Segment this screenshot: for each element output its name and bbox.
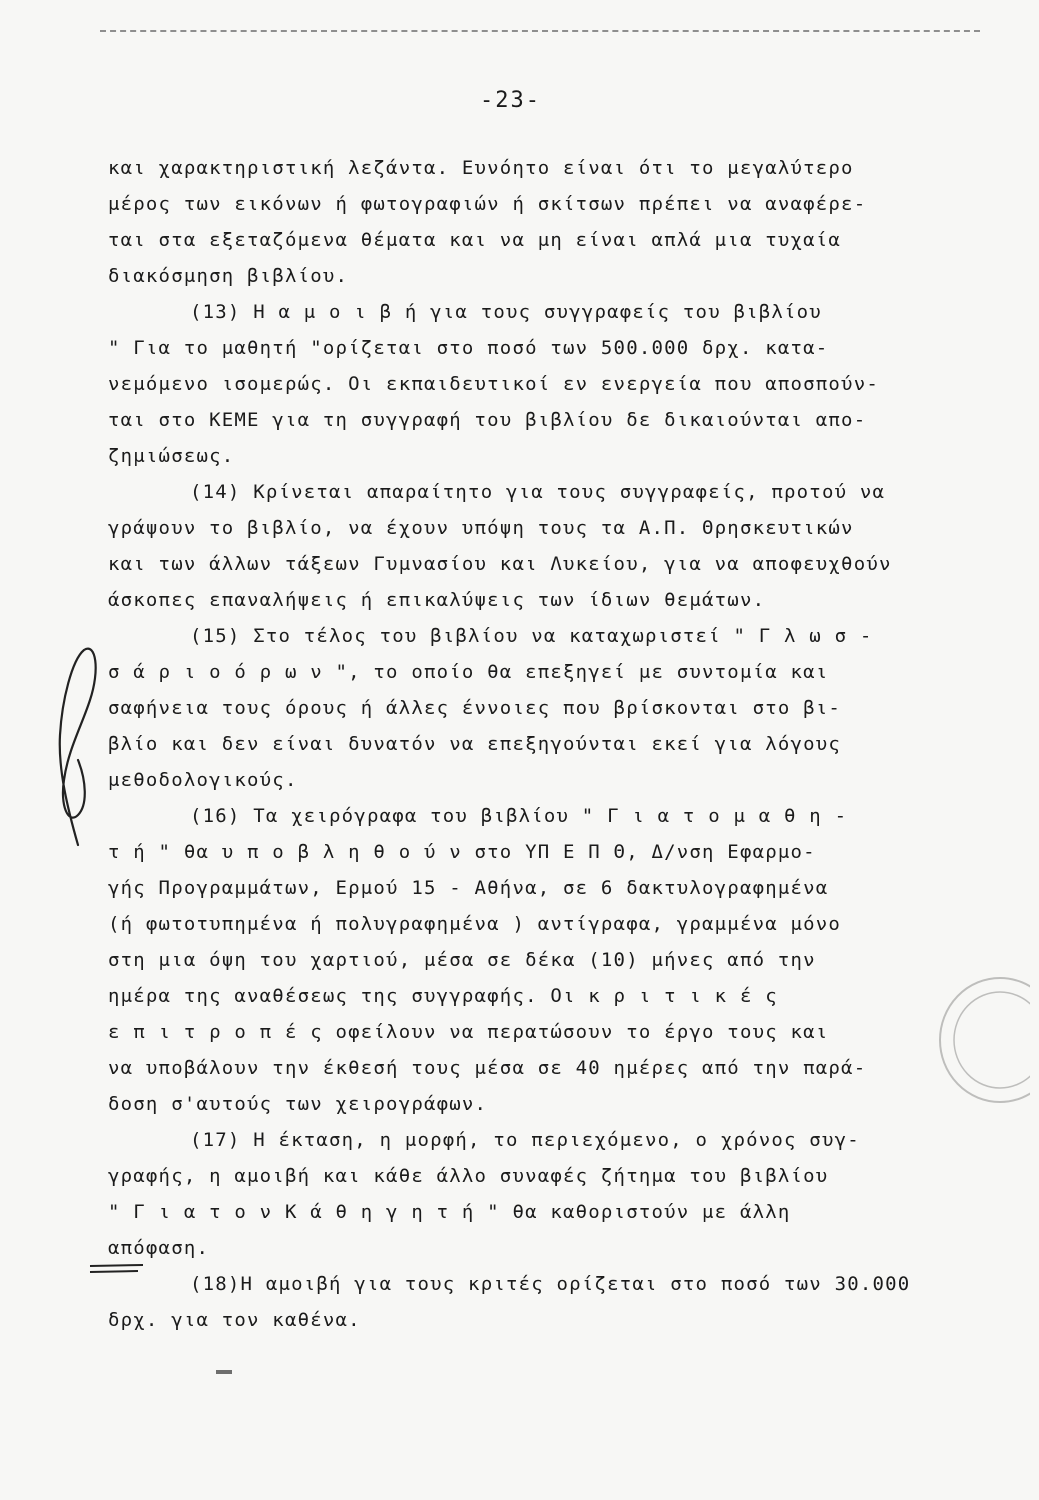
text-line: απόφαση. [108,1237,210,1259]
text-line: ται στα εξεταζόμενα θέματα και να μη είναι απλά μια τυχαία [108,229,842,251]
text-line: βλίο και δεν είναι δυνατόν να επεξηγούνται εκεί για λόγους [108,733,842,755]
text-line: ημέρα της αναθέσεως της συγγραφής. Οι κ ρ ι τ ι κ έ ς [108,985,778,1007]
handwritten-margin-mark [38,640,108,850]
text-line: στη μια όψη του χαρτιού, μέσα σε δέκα (10) μήνες από την [108,949,816,971]
document-body [108,150,988,1338]
text-line: σ ά ρ ι ο ό ρ ω ν ", το οποίο θα επεξηγεί με συντομία και [108,661,829,683]
paragraph-15-heading-line: (15) Στο τέλος του βιβλίου να καταχωριστεί " Γ λ ω σ - [190,625,873,647]
text-line: " Για το μαθητή "ορίζεται στο ποσό των 500.000 δρχ. κατα- [108,337,829,359]
text-line: ε π ι τ ρ ο π έ ς οφείλουν να περατώσουν το έργο τους και [108,1021,829,1043]
text-line: και των άλλων τάξεων Γυμνασίου και Λυκείου, για να αποφευχθούν [108,553,892,575]
handwritten-dash-mark [88,1262,148,1276]
text-line: τ ή " θα υ π ο β λ η θ ο ύ ν στο ΥΠ Ε Π Θ, Δ/νση Εφαρμο- [108,841,816,863]
text-line: μέρος των εικόνων ή φωτογραφιών ή σκίτσων πρέπει να αναφέρε- [108,193,867,215]
text-line: σαφήνεια τους όρους ή άλλες έννοιες που βρίσκονται στο βι- [108,697,842,719]
text-line: " Γ ι α τ ο ν Κ ά θ η γ η τ ή " θα καθοριστούν με άλλη [108,1201,791,1223]
paragraph-16-heading-line: (16) Τα χειρόγραφα του βιβλίου " Γ ι α τ ο μ α θ η - [190,805,848,827]
text-line: άσκοπες επαναλήψεις ή επικαλύψεις των ίδιων θεμάτων. [108,589,766,611]
text-line: γής Προγραμμάτων, Ερμού 15 - Αθήνα, σε 6 δακτυλογραφημένα [108,877,829,899]
text-line: νεμόμενο ισομερώς. Οι εκπαιδευτικοί εν ενεργεία που αποσπούν- [108,373,879,395]
text-line: δρχ. για τον καθένα. [108,1309,361,1331]
text-line: γράψουν το βιβλίο, να έχουν υπόψη τους τα Α.Π. Θρησκευτικών [108,517,854,539]
paragraph-13-heading-line: (13) Η α μ ο ι β ή για τους συγγραφείς του βιβλίου [190,301,822,323]
text-line: διακόσμηση βιβλίου. [108,265,349,287]
top-edge-rule [100,30,980,32]
paragraph-17-heading-line: (17) Η έκταση, η μορφή, το περιεχόμενο, ο χρόνος συγ- [190,1129,860,1151]
text-line: δοση σ'αυτούς των χειρογράφων. [108,1093,488,1115]
paragraph-14-heading-line: (14) Κρίνεται απαραίτητο για τους συγγραφείς, προτού να [190,481,886,503]
paragraph-18-heading-line: (18)Η αμοιβή για τους κριτές ορίζεται στο ποσό των 30.000 [190,1273,911,1295]
text-line: γραφής, η αμοιβή και κάθε άλλο συναφές ζήτημα του βιβλίου [108,1165,829,1187]
text-line: (ή φωτοτυπημένα ή πολυγραφημένα ) αντίγραφα, γραμμένα μόνο [108,913,842,935]
text-line: μεθοδολογικούς. [108,769,298,791]
text-line: και χαρακτηριστική λεζάντα. Ευνόητο είναι ότι το μεγαλύτερο [108,157,854,179]
faint-stamp [920,975,1030,1105]
text-line: ζημιώσεως. [108,445,235,467]
text-line: ται στο ΚΕΜΕ για τη συγγραφή του βιβλίου δε δικαιούνται απο- [108,409,867,431]
text-line: να υποβάλουν την έκθεσή τους μέσα σε 40 ημέρες από την παρά- [108,1057,867,1079]
page-number: -23- [480,88,541,113]
bottom-dash-mark [216,1370,232,1374]
